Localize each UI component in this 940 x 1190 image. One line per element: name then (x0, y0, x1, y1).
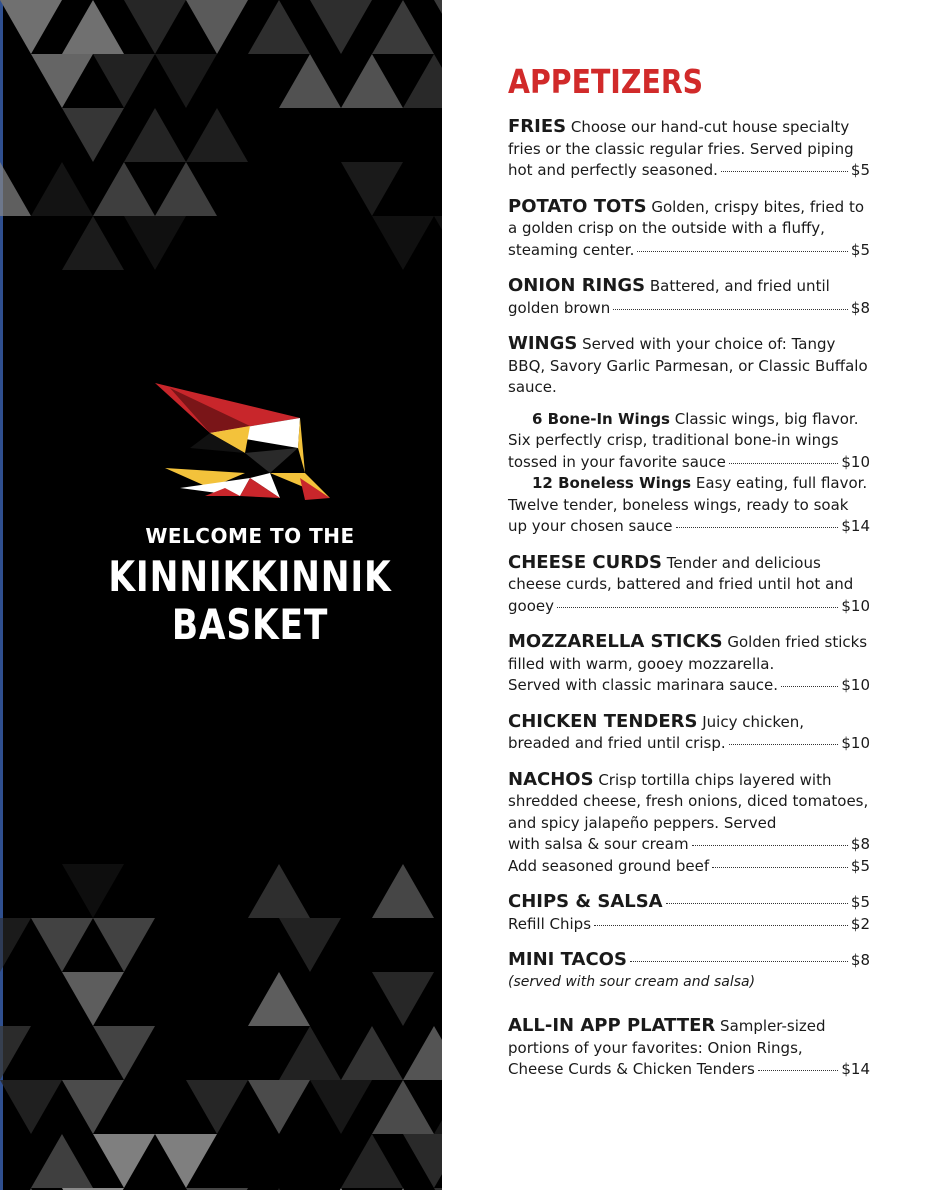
pattern-triangle (124, 0, 186, 54)
item-description: hot and perfectly seasoned. (508, 161, 718, 179)
menu-item-nachos (508, 769, 870, 878)
pattern-triangle (310, 0, 372, 54)
item-name: NACHOS (508, 768, 594, 790)
pattern-triangle (93, 162, 155, 216)
menu-item-onion-rings (508, 275, 870, 319)
pattern-triangle (372, 864, 434, 918)
item-price: $5 (850, 161, 870, 179)
item-name: ALL-IN APP PLATTER (508, 1015, 716, 1036)
item-description: Choose our hand-cut house specialty fries or the classic regular fries. Served piping (508, 118, 854, 158)
pattern-triangle (372, 1080, 434, 1134)
item-description: Crisp tortilla chips layered with shredded cheese, fresh onions, diced tomatoes, and spicy jalapeño peppers. Served (508, 770, 869, 832)
bird-logo-icon (150, 378, 340, 508)
pattern-triangle (279, 1026, 341, 1080)
price-line (508, 949, 870, 972)
venue-name-line2: BASKET (171, 600, 329, 649)
pattern-triangle (0, 162, 31, 216)
item-description: steaming center. (508, 240, 635, 259)
menu-column (508, 60, 870, 1095)
pattern-triangle (341, 1134, 403, 1188)
sub-item-name: 6 Bone-In Wings (532, 409, 670, 428)
item-price: $8 (850, 298, 870, 317)
pattern-triangle (155, 162, 217, 216)
pattern-triangle (31, 54, 93, 108)
pattern-triangle (372, 216, 434, 270)
dot-leader (637, 251, 848, 252)
item-price: $10 (841, 676, 870, 694)
pattern-triangle (62, 108, 124, 162)
price-line (508, 298, 870, 320)
pattern-triangle (186, 0, 248, 54)
pattern-triangle (62, 0, 124, 54)
pattern-triangle (62, 216, 124, 270)
section-title: APPETIZERS (508, 62, 704, 101)
item-description: tossed in your favorite sauce (508, 452, 726, 471)
item-description: Golden fried sticks filled with warm, gooey mozzarella. (508, 633, 868, 673)
pattern-triangle (0, 0, 62, 54)
pattern-triangle (124, 108, 186, 162)
pattern-triangle (248, 1080, 310, 1134)
price-line (508, 891, 870, 914)
price-line (508, 240, 870, 262)
item-price: $5 (850, 240, 870, 259)
pattern-triangle (186, 1080, 248, 1134)
pattern-triangle (124, 216, 186, 270)
menu-item-app-platter (508, 1015, 870, 1081)
pattern-triangle (93, 918, 155, 972)
pattern-triangle (434, 1080, 442, 1134)
item-description: Golden, crispy bites, fried to a golden crisp on the outside with a fluffy, (508, 197, 865, 237)
pattern-triangle (31, 1134, 93, 1188)
pattern-triangle (403, 54, 442, 108)
item-name: MOZZARELLA STICKS (508, 631, 723, 652)
item-price: $10 (841, 734, 870, 752)
item-name: CHICKEN TENDERS (508, 710, 698, 732)
price-line (508, 160, 870, 182)
addon-label: Refill Chips (508, 914, 592, 933)
dot-leader (729, 463, 838, 464)
item-price: $14 (841, 517, 870, 535)
item-name: ONION RINGS (508, 275, 646, 296)
dot-leader (594, 925, 848, 926)
item-note: (served with sour cream and salsa) (508, 973, 756, 990)
menu-item-potato-tots (508, 196, 870, 262)
item-description: Juicy chicken, (697, 712, 805, 731)
menu-item-chips-salsa (508, 891, 870, 935)
cover-panel (0, 0, 442, 1190)
item-name: WINGS (508, 333, 578, 354)
item-description: Served with your choice of: Tangy BBQ, Savory Garlic Parmesan, or Classic Buffalo sauce. (508, 335, 868, 396)
item-name: CHEESE CURDS (508, 551, 662, 573)
item-description: Tender and delicious cheese curds, battered and fried until hot and (508, 553, 854, 593)
item-name: POTATO TOTS (508, 195, 647, 217)
item-description: Battered, and fried until (645, 277, 830, 295)
pattern-triangle (31, 918, 93, 972)
pattern-triangle (62, 864, 124, 918)
item-price: $10 (841, 596, 870, 615)
dot-leader (557, 607, 838, 608)
sub-item-bone-in-wings (508, 409, 870, 474)
item-description: Sampler-sized portions of your favorites: Onion Rings, (508, 1017, 826, 1057)
item-name: MINI TACOS (508, 949, 627, 970)
menu-item-cheese-curds (508, 552, 870, 618)
item-price: $10 (841, 452, 870, 471)
venue-name-line1: KINNIKKINNIK (108, 552, 392, 601)
menu-item-chicken-tenders (508, 711, 870, 755)
item-price: $8 (850, 835, 870, 853)
dot-leader (676, 527, 839, 528)
item-name: FRIES (508, 116, 567, 137)
pattern-triangle (93, 54, 155, 108)
sub-item-name: 12 Boneless Wings (532, 474, 692, 492)
pattern-triangle (0, 918, 31, 972)
pattern-triangle (93, 1026, 155, 1080)
item-price: $14 (841, 1060, 870, 1078)
pattern-triangle (341, 54, 403, 108)
addon-line (508, 914, 870, 936)
pattern-triangle (403, 1026, 442, 1080)
addon-price: $5 (850, 856, 870, 875)
item-description: with salsa & sour cream (508, 835, 689, 853)
price-line (508, 1059, 870, 1081)
pattern-triangle (341, 1026, 403, 1080)
pattern-triangle (372, 0, 434, 54)
menu-item-mozzarella-sticks (508, 631, 870, 697)
pattern-triangle (155, 54, 217, 108)
price-line (508, 452, 870, 474)
menu-item-wings (508, 333, 870, 538)
pattern-triangle (279, 54, 341, 108)
pattern-triangle (434, 0, 442, 54)
dot-leader (666, 903, 848, 904)
pattern-triangle (62, 1080, 124, 1134)
pattern-triangle (93, 1134, 155, 1188)
item-description: Classic wings, big flavor. Six perfectly crisp, traditional bone-in wings (508, 409, 859, 449)
menu-item-mini-tacos (508, 949, 870, 993)
welcome-text: WELCOME TO THE (145, 524, 355, 548)
pattern-triangle (372, 972, 434, 1026)
addon-price: $2 (850, 914, 870, 933)
item-description: Cheese Curds & Chicken Tenders (508, 1060, 755, 1078)
dot-leader (692, 845, 848, 846)
pattern-triangle (31, 162, 93, 216)
dot-leader (781, 686, 838, 687)
item-description: Easy eating, full flavor. Twelve tender, boneless wings, ready to soak (508, 474, 868, 514)
pattern-triangle (403, 1134, 442, 1188)
menu-item-fries (508, 116, 870, 182)
pattern-triangle (434, 216, 442, 270)
item-description: up your chosen sauce (508, 517, 673, 535)
pattern-triangle (248, 972, 310, 1026)
pattern-triangle (186, 108, 248, 162)
pattern-triangle (341, 162, 403, 216)
addon-label: Add seasoned ground beef (508, 856, 710, 875)
price-line (508, 733, 870, 755)
pattern-triangle (279, 918, 341, 972)
pattern-triangle (0, 1080, 62, 1134)
pattern-triangle (155, 1134, 217, 1188)
sub-item-boneless-wings (508, 473, 870, 538)
dot-leader (758, 1070, 839, 1071)
addon-line (508, 856, 870, 878)
item-price: $8 (850, 951, 870, 969)
dot-leader (630, 961, 848, 962)
price-line (508, 675, 870, 697)
item-price: $5 (850, 893, 870, 911)
dot-leader (729, 744, 839, 745)
item-name: CHIPS & SALSA (508, 891, 663, 912)
price-line (508, 834, 870, 856)
price-line (508, 596, 870, 618)
pattern-triangle (310, 1080, 372, 1134)
dot-leader (613, 309, 848, 310)
item-description: golden brown (508, 298, 611, 317)
dot-leader (721, 171, 848, 172)
dot-leader (712, 867, 848, 868)
pattern-triangle (248, 0, 310, 54)
item-description: Served with classic marinara sauce. (508, 676, 779, 694)
item-description: breaded and fried until crisp. (508, 734, 726, 752)
pattern-triangle (248, 864, 310, 918)
pattern-triangle (62, 972, 124, 1026)
price-line (508, 516, 870, 538)
item-description: gooey (508, 596, 554, 615)
pattern-triangle (0, 1026, 31, 1080)
